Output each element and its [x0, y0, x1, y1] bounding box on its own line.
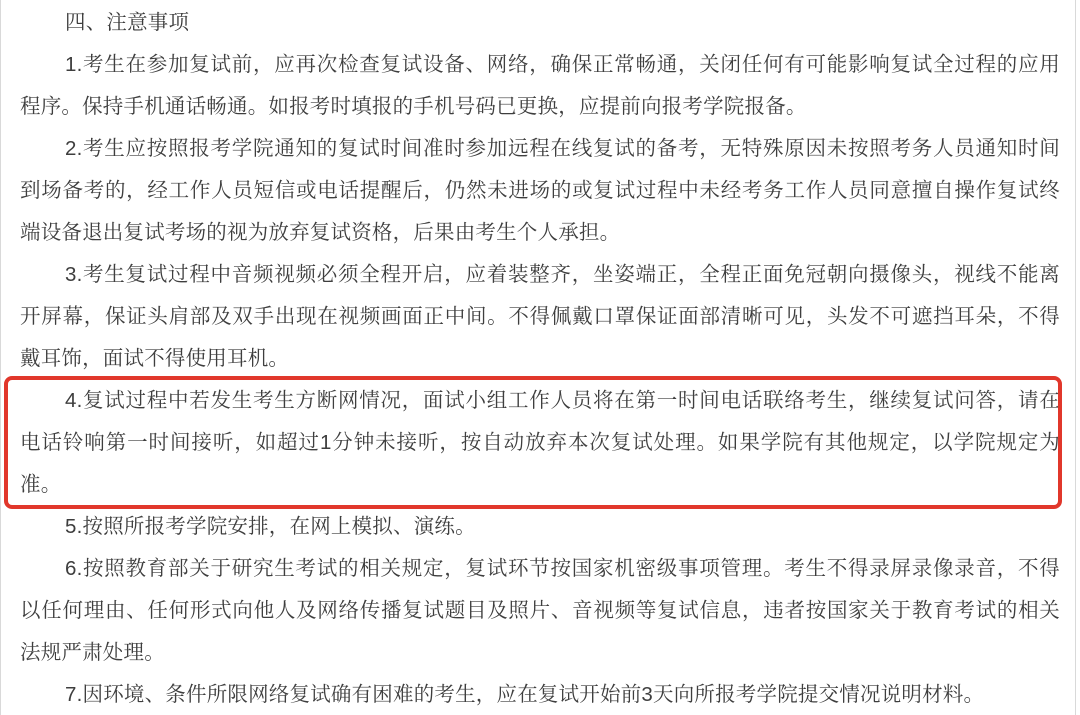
document-content: [20, 2, 1060, 715]
text-line: 5.按照所报考学院安排，在网上模拟、演练。: [65, 515, 476, 538]
text-line: 法规严肃处理。: [20, 641, 165, 664]
text-line: 戴耳饰，面试不得使用耳机。: [20, 347, 290, 370]
paragraph-7: [20, 674, 1060, 715]
text-line: 1.考生在参加复试前，应再次检查复试设备、网络，确保正常畅通，关闭任何有可能影响复试全过程的应用: [65, 53, 1060, 76]
text-line: 开屏幕，保证头肩部及双手出现在视频画面正中间。不得佩戴口罩保证面部清晰可见，头发不可遮挡耳朵，不得: [20, 305, 1060, 328]
text-line: 6.按照教育部关于研究生考试的相关规定，复试环节按国家机密级事项管理。考生不得录屏录像录音，不得: [65, 557, 1060, 580]
text-line: 电话铃响第一时间接听，如超过1分钟未接听，按自动放弃本次复试处理。如果学院有其他规定，以学院规定为: [20, 431, 1060, 454]
text-line: 端设备退出复试考场的视为放弃复试资格，后果由考生个人承担。: [20, 221, 621, 244]
paragraph-4-highlighted: [20, 380, 1060, 506]
text-line: 准。: [20, 473, 62, 496]
text-line: 程序。保持手机通话畅通。如报考时填报的手机号码已更换，应提前向报考学院报备。: [20, 95, 807, 118]
text-line: 7.因环境、条件所限网络复试确有困难的考生，应在复试开始前3天向所报考学院提交情况说明材料。: [65, 683, 985, 706]
paragraph-6: [20, 548, 1060, 674]
text-line: 2.考生应按照报考学院通知的复试时间准时参加远程在线复试的备考，无特殊原因未按照考务人员通知时间: [65, 137, 1060, 160]
paragraph-2: [20, 128, 1060, 254]
paragraph-1: [20, 44, 1060, 128]
text-line: 3.考生复试过程中音频视频必须全程开启，应着装整齐，坐姿端正，全程正面免冠朝向摄像头，视线不能离: [65, 263, 1060, 286]
text-line: 到场备考的，经工作人员短信或电话提醒后，仍然未进场的或复试过程中未经考务工作人员同意擅自操作复试终: [20, 179, 1060, 202]
section-title: 四、注意事项: [65, 11, 190, 34]
text-line: 4.复试过程中若发生考生方断网情况，面试小组工作人员将在第一时间电话联络考生，继续复试问答，请在: [65, 389, 1060, 412]
paragraph-5: [20, 506, 1060, 548]
text-line: 以任何理由、任何形式向他人及网络传播复试题目及照片、音视频等复试信息，违者按国家关于教育考试的相关: [20, 599, 1060, 622]
page-right-border: [1075, 0, 1076, 715]
page-left-border: [0, 0, 1, 715]
paragraph-3: [20, 254, 1060, 380]
